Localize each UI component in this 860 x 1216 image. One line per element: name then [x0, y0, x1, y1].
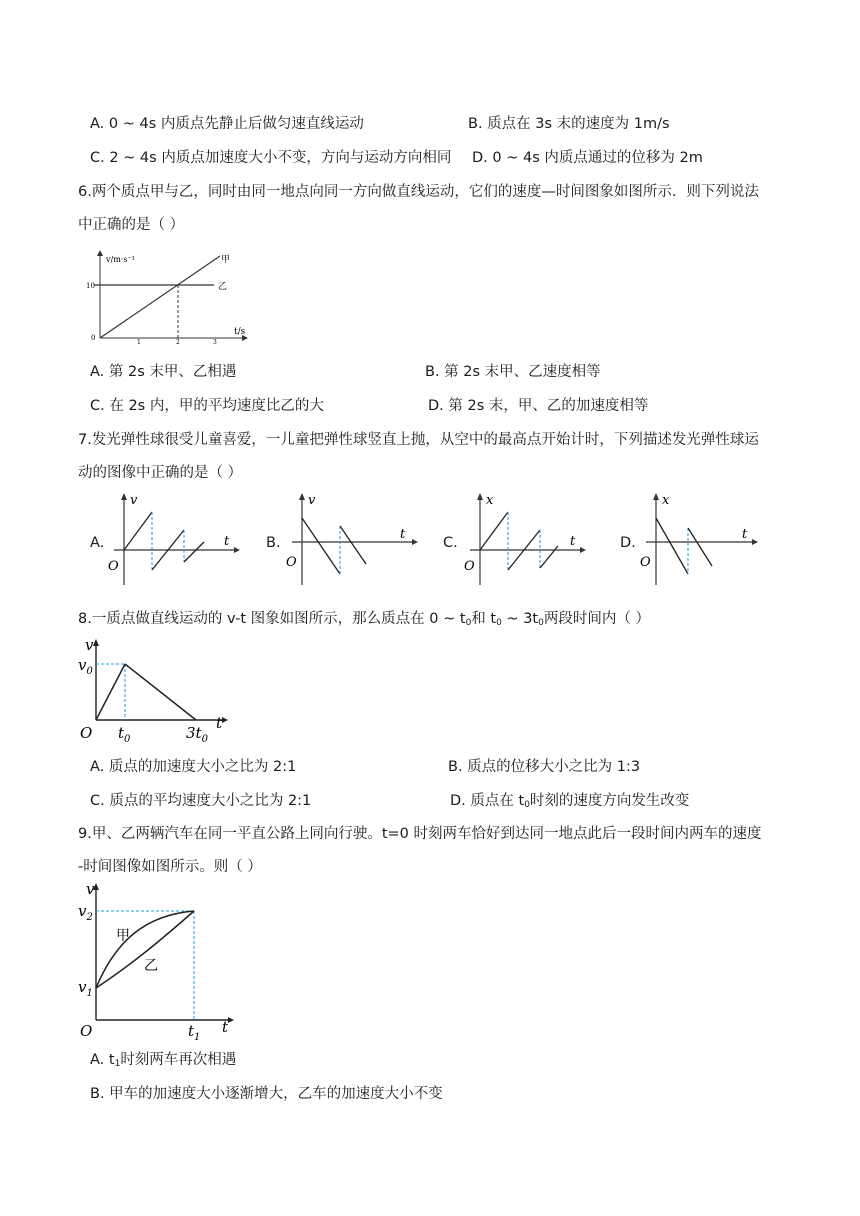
q8-3t0-label: $3t_0$ [186, 724, 208, 744]
q8-option-c: C. 质点的平均速度大小之比为 2:1 [90, 793, 312, 809]
q8-v0-label: $v_0$ [78, 656, 93, 677]
q9-origin: O [80, 1022, 93, 1040]
q7-d-axis-label: x [662, 493, 670, 508]
q9-t1-label: $t_1$ [188, 1022, 201, 1040]
q6-stem-line2: 中正确的是（ ） [78, 217, 185, 233]
q5-option-b: B. 质点在 3s 末的速度为 1m/s [468, 116, 670, 132]
q8-t0-label: $t_0$ [118, 724, 131, 744]
q8-stem: 8.一质点做直线运动的 v-t 图象如图所示，那么质点在 0 ~ $t_0$和 $t_0$ ~ $3t_0$两段时间内（ ） [78, 611, 650, 628]
q7-graph-a [104, 490, 244, 590]
q6-ylabel: v/m·s⁻¹ [106, 255, 135, 264]
q7-graph-c [460, 490, 600, 590]
q6-option-d: D. 第 2s 末，甲、乙的加速度相等 [428, 398, 649, 414]
q9-t-label: t [222, 1018, 229, 1036]
q6-label-yi: 乙 [218, 282, 228, 292]
q6-tick-10: 10 [86, 282, 95, 290]
q7-c-origin: O [464, 559, 475, 574]
q9-option-b: B. 甲车的加速度大小逐渐增大，乙车的加速度大小不变 [90, 1086, 443, 1102]
q7-a-t-label: t [224, 534, 230, 549]
q6-stem-line1: 6.两个质点甲与乙，同时由同一地点向同一方向做直线运动，它们的速度—时间图象如图所示．则下列说法 [78, 184, 759, 200]
q6-xlabel: t/s [234, 327, 246, 337]
q6-option-a: A. 第 2s 末甲、乙相遇 [90, 364, 237, 380]
q8-v-label: v [85, 636, 94, 654]
q7-b-axis-label: v [308, 493, 316, 508]
q7-d-origin: O [640, 555, 651, 570]
q7-b-origin: O [286, 555, 297, 570]
q7-option-d-letter: D. [620, 535, 636, 551]
q8-graph [76, 634, 236, 744]
q7-graph-d [636, 490, 766, 590]
q9-v1-label: $v_1$ [78, 978, 93, 999]
q7-c-axis-label: x [486, 493, 494, 508]
q7-a-axis-label: v [130, 493, 138, 508]
q7-graph-b [282, 490, 422, 590]
q7-d-t-label: t [742, 527, 748, 542]
q6-tick-2: 2 [176, 339, 180, 346]
q7-b-t-label: t [400, 527, 406, 542]
q6-origin: 0 [91, 334, 96, 342]
q9-graph [76, 880, 246, 1040]
q8-origin: O [80, 724, 93, 742]
q7-option-c-letter: C. [443, 535, 458, 551]
jia-line [100, 256, 220, 338]
q7-c-t-label: t [570, 534, 576, 549]
q9-label-yi: 乙 [144, 958, 158, 974]
q8-t-label: t [216, 714, 223, 732]
q7-stem-line1: 7.发光弹性球很受儿童喜爱，一儿童把弹性球竖直上抛，从空中的最高点开始计时，下列描述发光弹性球运 [78, 432, 759, 448]
q8-option-a: A. 质点的加速度大小之比为 2:1 [90, 759, 297, 775]
yi-curve [96, 911, 194, 988]
q6-tick-3: 3 [213, 339, 217, 346]
q9-v2-label: $v_2$ [78, 902, 93, 923]
q7-a-origin: O [108, 559, 119, 574]
q5-option-c: C. 2 ~ 4s 内质点加速度大小不变，方向与运动方向相同 [90, 150, 452, 166]
q7-option-b-letter: B. [266, 535, 281, 551]
q9-option-a: A. $t_1$时刻两车再次相遇 [90, 1052, 237, 1069]
q5-option-d: D. 0 ~ 4s 内质点通过的位移为 2m [472, 150, 703, 166]
q6-label-jia: 甲 [221, 255, 231, 265]
q6-graph [84, 246, 254, 346]
q6-option-b: B. 第 2s 末甲、乙速度相等 [425, 364, 601, 380]
q6-tick-1: 1 [137, 339, 141, 346]
jia-curve [96, 911, 194, 988]
q9-stem-line2: -时间图像如图所示。则（ ） [78, 859, 262, 875]
q9-v-label: v [86, 880, 95, 898]
q8-option-d: D. 质点在 $t_0$时刻的速度方向发生改变 [450, 793, 690, 810]
q5-option-a: A. 0 ~ 4s 内质点先静止后做匀速直线运动 [90, 116, 364, 132]
q9-stem-line1: 9.甲、乙两辆汽车在同一平直公路上同向行驶。t=0 时刻两车恰好到达同一地点此后一段时间内两车的速度 [78, 826, 762, 842]
q9-label-jia: 甲 [116, 928, 130, 944]
q7-option-a-letter: A. [90, 535, 105, 551]
q8-option-b: B. 质点的位移大小之比为 1:3 [448, 759, 641, 775]
q6-option-c: C. 在 2s 内，甲的平均速度比乙的大 [90, 398, 324, 414]
q7-stem-line2: 动的图像中正确的是（ ） [78, 465, 243, 481]
